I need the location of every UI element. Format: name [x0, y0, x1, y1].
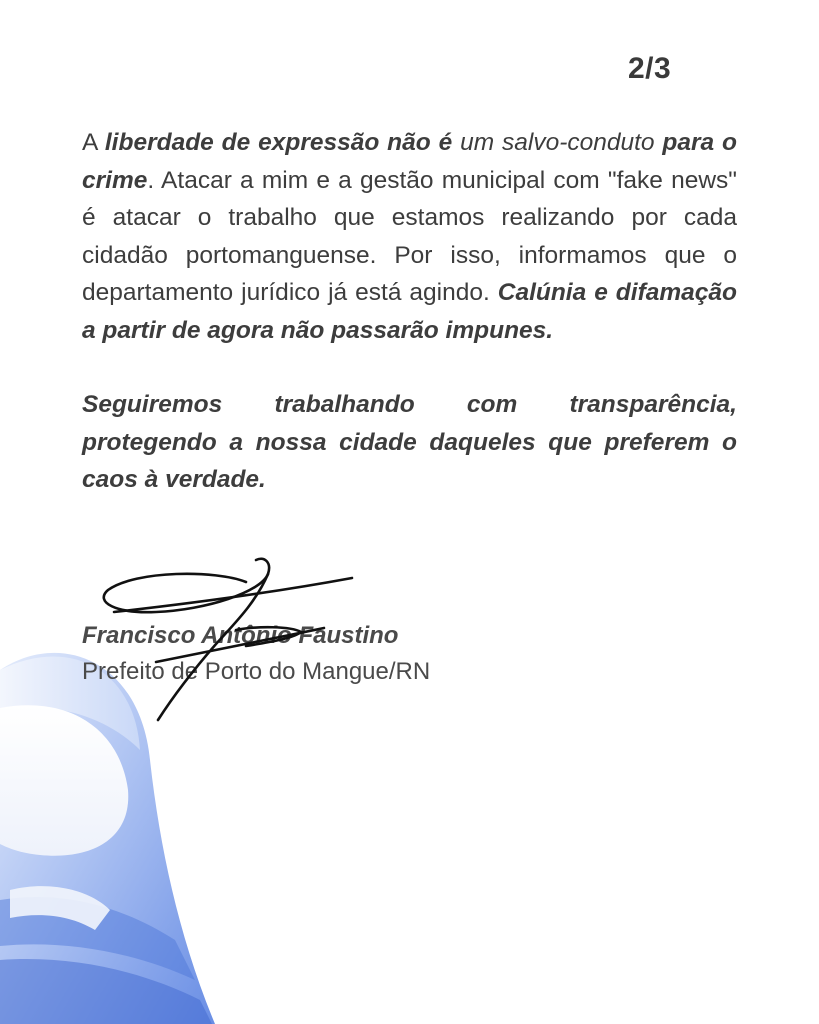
p1-emphasis-freedom: liberdade de expressão não é [104, 129, 453, 156]
p1-emphasis-crime: para o crime [82, 129, 737, 194]
p1-italic-safe-conduct: um salvo-conduto [452, 129, 663, 156]
signer-role: Prefeito de Porto do Mangue/RN [82, 658, 431, 685]
p1-emphasis-slander: Calúnia e difamação a partir de agora não passarão impunes. [82, 279, 737, 344]
paragraph-2: Seguiremos trabalhando com transparência, protegendo a nossa cidade daqueles que preferem o caos à verdade. [82, 391, 737, 493]
statement-body [82, 124, 737, 499]
page-number: 2/3 [628, 52, 672, 85]
handwritten-signature [96, 552, 366, 727]
signer-name: Francisco Antônio Faustino [82, 622, 399, 649]
paragraph-1 [82, 124, 737, 349]
p1-body: . Atacar a mim e a gestão municipal com "fake news" é atacar o trabalho que estamos realizando por cada cidadão portomanguense. Por isso, informamos que o departamento jurídico já está agindo. [82, 166, 737, 306]
p1-lead: A [82, 129, 105, 156]
